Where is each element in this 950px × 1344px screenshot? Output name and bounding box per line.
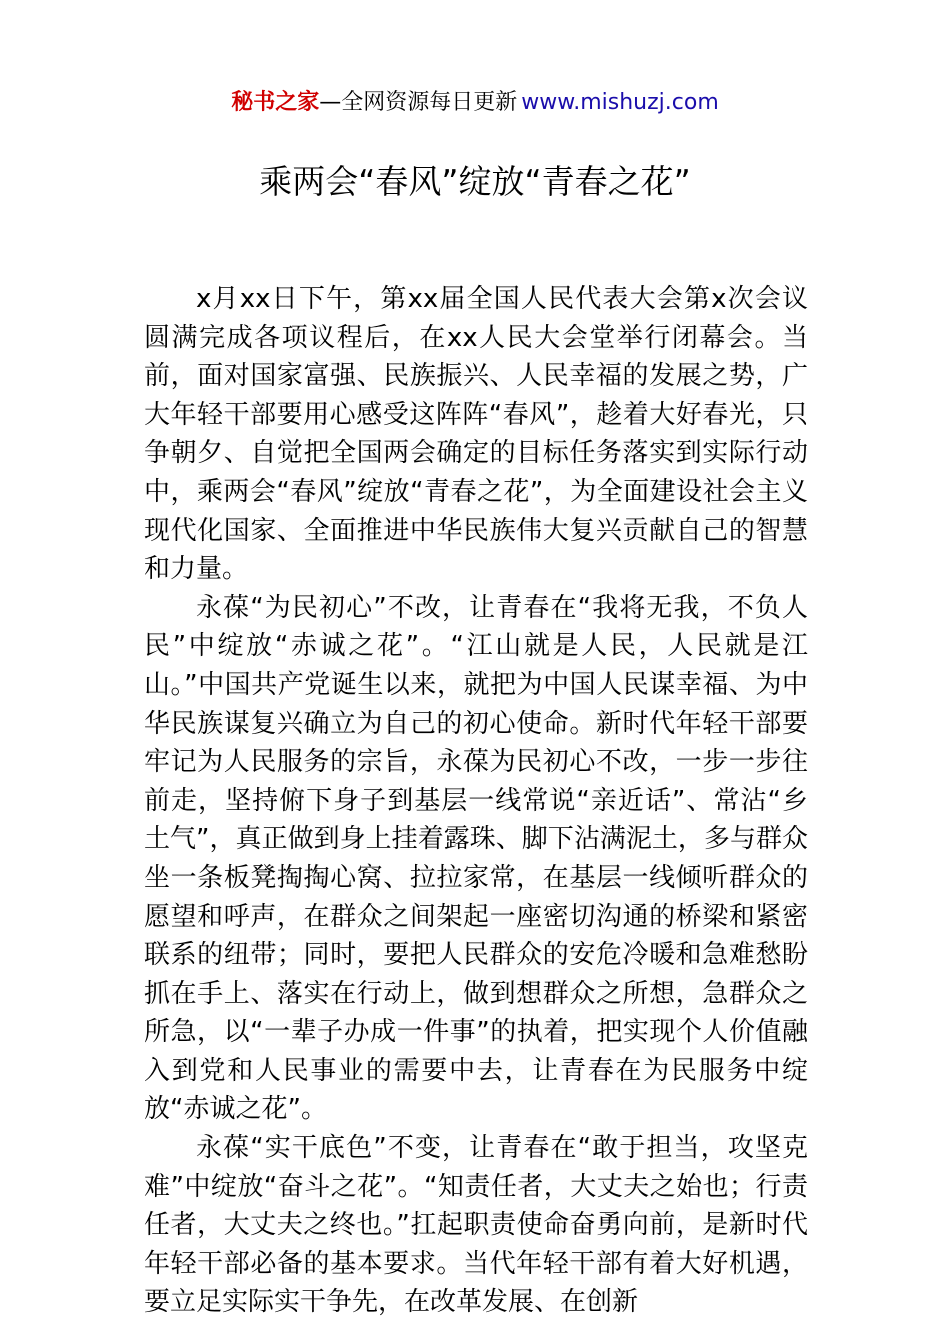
site-brand: 秘书之家 <box>231 90 320 115</box>
paragraph-red-heart: 永葆“为民初心”不改，让青春在“我将无我，不负人民”中绽放“赤诚之花”。“江山就是人民，人民就是江山。”中国共产党诞生以来，就把为中国人民谋幸福、为中华民族谋复兴确立为自己的初心使命。新时代年轻干部要牢记为人民服务的宗旨，永葆为民初心不改，一步一步往前走，坚持俯下身子到基层一线常说“亲近话”、常沾“乡土气”，真正做到身上挂着露珠、脚下沾满泥土，多与群众坐一条板凳掏掏心窝、拉拉家常，在基层一线倾听群众的愿望和呼声，在群众之间架起一座密切沟通的桥梁和紧密联系的纽带；同时，要把人民群众的安危冷暖和急难愁盼抓在手上、落实在行动上，做到想群众之所想，急群众之所急，以“一辈子办成一件事”的执着，把实现个人价值融入到党和人民事业的需要中去，让青春在为民服务中绽放“赤诚之花”。 <box>144 592 808 1125</box>
paragraph-struggle: 永葆“实干底色”不变，让青春在“敢于担当，攻坚克难”中绽放“奋斗之花”。“知责任者，大丈夫之始也；行责任者，大丈夫之终也。”扛起职责使命奋勇向前，是新时代年轻干部必备的基本要求。当代年轻干部有着大好机遇，要立足实际实干争先，在改革发展、在创新 <box>144 1133 808 1318</box>
document-body <box>144 280 808 1322</box>
site-tagline: —全网资源每日更新 <box>319 90 518 115</box>
document-title: 乘两会“春风”绽放“青春之花” <box>259 162 691 201</box>
paragraph-intro: x月xx日下午，第xx届全国人民代表大会第x次会议圆满完成各项议程后，在xx人民大会堂举行闭幕会。当前，面对国家富强、民族振兴、人民幸福的发展之势，广大年轻干部要用心感受这阵阵“春风”，趁着大好春光，只争朝夕、自觉把全国两会确定的目标任务落实到实际行动中，乘两会“春风”绽放“青春之花”，为全面建设社会主义现代化国家、全面推进中华民族伟大复兴贡献自己的智慧和力量。 <box>144 284 808 585</box>
site-url-link[interactable]: www.mishuzj.com <box>521 90 719 115</box>
site-header <box>0 86 950 120</box>
